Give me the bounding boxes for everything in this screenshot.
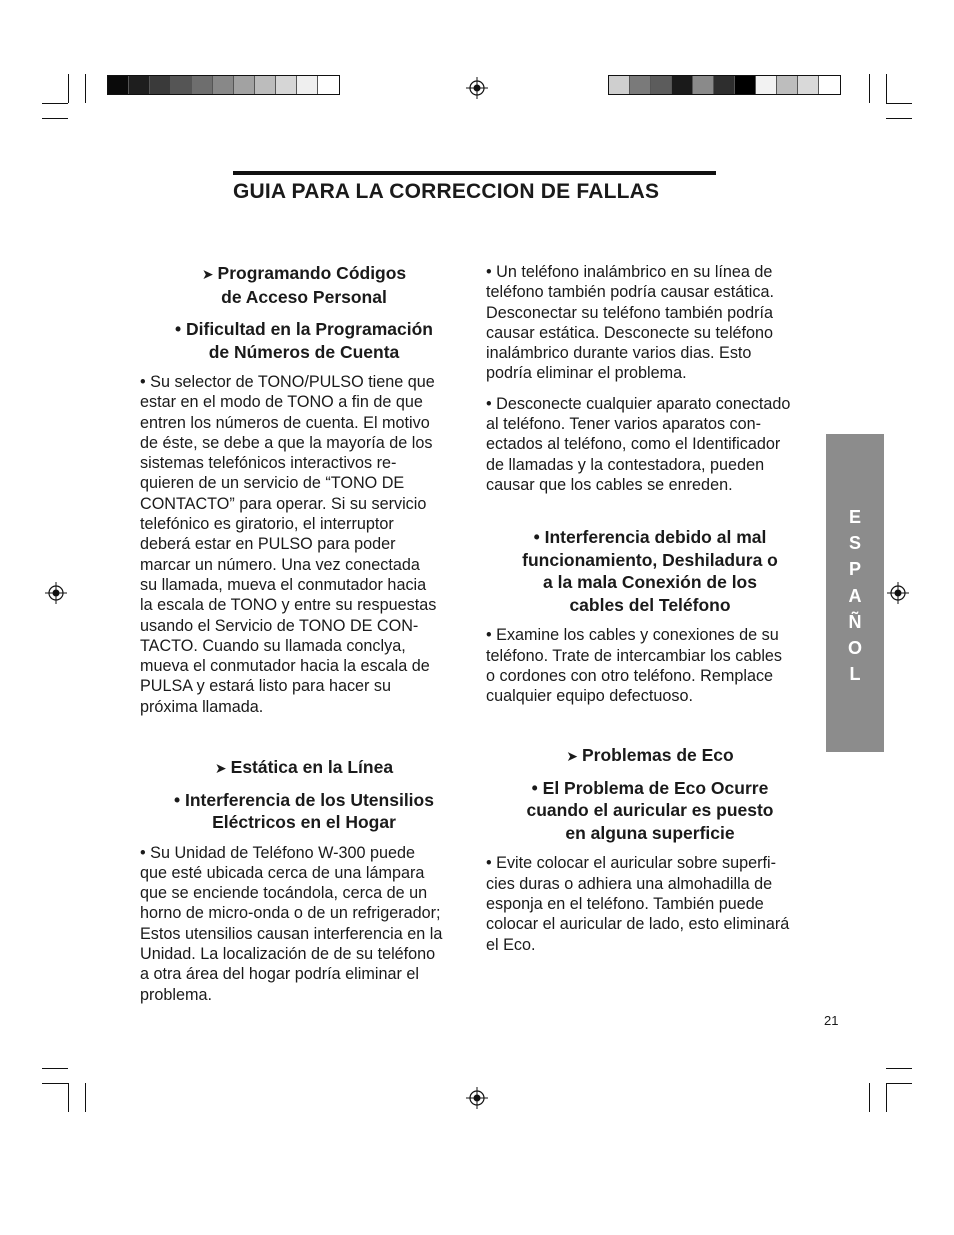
text-line: causar estática. Desconecte su teléfono (486, 323, 774, 342)
text-line: • Su Unidad de Teléfono W-300 puede (140, 843, 416, 862)
title-rule (233, 171, 716, 175)
crop-mark (886, 1083, 912, 1084)
text-line: al teléfono. Tener varios aparatos con- (486, 415, 762, 434)
color-swatch (651, 76, 672, 94)
text-line: • Desconecte cualquier aparato conectado (486, 394, 791, 413)
section-heading-estatica: ➤ Estática en la Línea (214, 757, 394, 778)
color-swatch (672, 76, 693, 94)
text-line: causar que los cables se enreden. (486, 475, 733, 494)
color-swatch (714, 76, 735, 94)
color-swatch (255, 76, 276, 94)
text-line: • Interferencia debido al mal (533, 527, 767, 548)
crop-mark (42, 1083, 68, 1084)
grayscale-color-bar-right (608, 75, 841, 95)
crop-mark (869, 1083, 870, 1112)
side-tab-letter: O (847, 638, 862, 659)
text-line: Unidad. La localización de de su teléfono (140, 945, 436, 964)
text-line: esponja en el teléfono. También puede (486, 895, 764, 914)
text-line: • Evite colocar el auricular sobre superfi- (486, 854, 776, 873)
arrow-bullet-icon: ➤ (214, 760, 227, 777)
paragraph-unidad-w300 (140, 843, 468, 1005)
color-swatch (798, 76, 819, 94)
color-swatch (213, 76, 234, 94)
color-swatch (192, 76, 213, 94)
text-line: cies duras o adhiera una almohadilla de (486, 874, 773, 893)
text-line: horno de micro-onda o de un refrigerador; (140, 904, 441, 923)
side-tab-letter: Ñ (848, 611, 862, 632)
registration-mark-icon (887, 582, 909, 604)
text-line: ectados al teléfono, como el Identificador (486, 435, 781, 454)
crop-mark (886, 103, 912, 104)
text-line: que esté ubicada cerca de una lámpara (140, 863, 425, 882)
crop-mark (68, 1083, 69, 1112)
crop-mark (869, 74, 870, 103)
text-line: teléfono también podría causar estática. (486, 283, 774, 302)
subheading-problema-eco (486, 777, 814, 845)
text-line: cuando el auricular es puesto (526, 800, 774, 821)
crop-mark (68, 74, 69, 103)
text-line: podría eliminar el problema. (486, 364, 687, 383)
subheading-utensilios: • Interferencia de los Utensilios Eléctricos en el Hogar (174, 789, 434, 833)
text-line: o cordones con otro teléfono. Remplace (486, 666, 774, 685)
text-line: Estos utensilios causan interferencia en la (140, 924, 443, 943)
arrow-bullet-icon: ➤ (201, 266, 214, 282)
text-line: teléfono. Trate de intercambiar los cables (486, 646, 783, 665)
paragraph-examine-cables (486, 625, 814, 706)
crop-mark (886, 1083, 887, 1112)
side-tab-letter: L (849, 664, 861, 685)
color-swatch (318, 76, 339, 94)
color-swatch (150, 76, 171, 94)
color-swatch (630, 76, 651, 94)
text-line: en alguna superficie (565, 822, 735, 843)
side-tab-letter: A (848, 585, 862, 606)
grayscale-color-bar-left (107, 75, 340, 95)
color-swatch (777, 76, 798, 94)
text-line: Desconectar su teléfono también podría (486, 303, 774, 322)
text-line: de éste, se debe a que la mayoría de los (140, 433, 433, 452)
registration-mark-icon (466, 77, 488, 99)
subheading-dificultad: • Dificultad en la Programación de Números de Cuenta (175, 319, 433, 362)
text-line: que se enciende tocándola, cerca de un (140, 884, 428, 903)
paragraph-selector-tono (140, 372, 468, 717)
crop-mark (42, 103, 68, 104)
side-tab-letters (826, 504, 884, 687)
crop-mark (42, 1068, 68, 1069)
text-line: la escala de TONO y entre su respuestas (140, 596, 437, 615)
text-line: marcar un número. Una vez conectada (140, 555, 420, 574)
text-line: mueva el conmutador hacia la escala de (140, 657, 430, 676)
side-tab-letter: P (848, 559, 861, 580)
subheading-interferencia-cables (486, 526, 814, 616)
section-heading-eco: ➤ Problemas de Eco (566, 745, 734, 766)
crop-mark (886, 1068, 912, 1069)
page-title: GUIA PARA LA CORRECCION DE FALLAS (233, 180, 660, 203)
text-line: CONTACTO” para operar. Si su servicio (140, 494, 427, 513)
color-swatch (297, 76, 318, 94)
text-line: • Su selector de TONO/PULSO tiene que (140, 373, 435, 391)
crop-mark (42, 118, 68, 119)
text-line: a otra área del hogar podría eliminar el (140, 965, 419, 984)
text-line: inalámbrico durante varios dias. Esto (486, 344, 752, 363)
color-swatch (819, 76, 840, 94)
right-column (486, 262, 814, 955)
color-swatch (735, 76, 756, 94)
paragraph-desconecte (486, 394, 814, 495)
paragraph-evite-colocar (486, 853, 814, 954)
text-line: problema. (140, 985, 212, 1004)
color-swatch (108, 76, 129, 94)
text-line: • El Problema de Eco Ocurre (531, 777, 769, 798)
text-line: • Examine los cables y conexiones de su (486, 626, 779, 645)
text-line: quieren de un servicio de “TONO DE (140, 474, 405, 493)
text-line: próxima llamada. (140, 697, 264, 716)
paragraph-inalambrico (486, 262, 814, 384)
text-line: colocar el auricular de lado, esto eliminará (486, 915, 790, 934)
text-line: sistemas telefónicos interactivos re- (140, 454, 397, 473)
text-line: estar en el modo de TONO a fin de que (140, 393, 423, 412)
text-line: usando el Servicio de TONO DE CON- (140, 616, 419, 635)
crop-mark (886, 74, 887, 103)
text-line: el Eco. (486, 935, 536, 954)
registration-mark-icon (45, 582, 67, 604)
crop-mark (85, 1083, 86, 1112)
color-swatch (756, 76, 777, 94)
left-column (140, 262, 468, 1005)
text-line: telefónico es giratorio, el interruptor (140, 515, 394, 534)
text-line: deberá estar en PULSO para poder (140, 535, 396, 554)
text-line: su llamada, mueva el conmutador hacia (140, 575, 427, 594)
text-line: a la mala Conexión de los (543, 572, 757, 593)
color-swatch (276, 76, 297, 94)
text-line: entren los números de cuenta. El motivo (140, 413, 430, 432)
color-swatch (171, 76, 192, 94)
text-line: funcionamiento, Deshiladura o (522, 549, 778, 570)
side-tab-letter: E (848, 507, 861, 527)
language-side-tab (826, 434, 884, 752)
side-tab-letter: S (848, 533, 861, 554)
page-number: 21 (824, 1013, 839, 1028)
arrow-bullet-icon: ➤ (566, 748, 578, 765)
section-heading-programando: ➤ Programando Códigos de Acceso Personal (201, 263, 407, 307)
color-swatch (693, 76, 714, 94)
text-line: PULSA y estará listo para hacer su (140, 677, 392, 696)
color-swatch (129, 76, 150, 94)
text-line: • Un teléfono inalámbrico en su línea de (486, 263, 773, 281)
text-line: cables del Teléfono (569, 594, 731, 615)
crop-mark (85, 74, 86, 103)
color-swatch (234, 76, 255, 94)
color-swatch (609, 76, 630, 94)
registration-mark-icon (466, 1087, 488, 1109)
crop-mark (886, 118, 912, 119)
text-line: cualquier equipo defectuoso. (486, 687, 693, 706)
text-line: TACTO. Cuando su llamada conclya, (140, 636, 406, 655)
text-line: de llamadas y la contestadora, pueden (486, 455, 765, 474)
